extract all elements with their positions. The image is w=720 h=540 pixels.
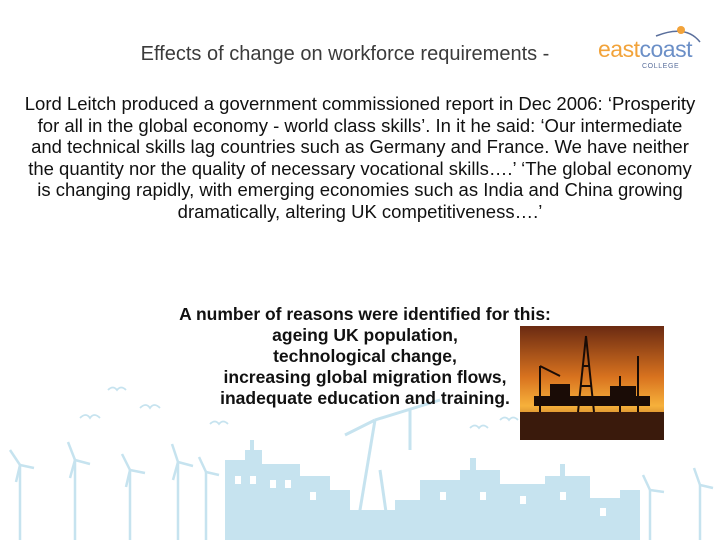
reasons-intro: A number of reasons were identified for this: (179, 304, 551, 324)
logo-east: east (598, 36, 640, 62)
reason-item: ageing UK population, (272, 325, 458, 345)
reason-item: inadequate education and training. (220, 388, 510, 408)
logo-coast: coast (639, 36, 692, 62)
logo-college: COLLEGE (642, 63, 680, 70)
logo-wordmark (598, 36, 692, 63)
reason-item: increasing global migration flows, (223, 367, 507, 387)
college-logo (596, 22, 706, 78)
reason-item: technological change, (273, 346, 457, 366)
slide-title: Effects of change on workforce requirements - (140, 43, 550, 65)
reasons-list (140, 304, 590, 409)
leitch-quote: Lord Leitch produced a government commissioned report in Dec 2006: ‘Prosperity for all in the global economy - world class skills’. In it he said: ‘Our intermediate and technical skills lag countries such as Germany and France. We have neither the quantity nor the quality of necessary vocational skills….’ ‘The global economy is changing rapidly, with emerging economies such as India and China growing dramatically, altering UK competitiveness….’ (24, 93, 696, 222)
